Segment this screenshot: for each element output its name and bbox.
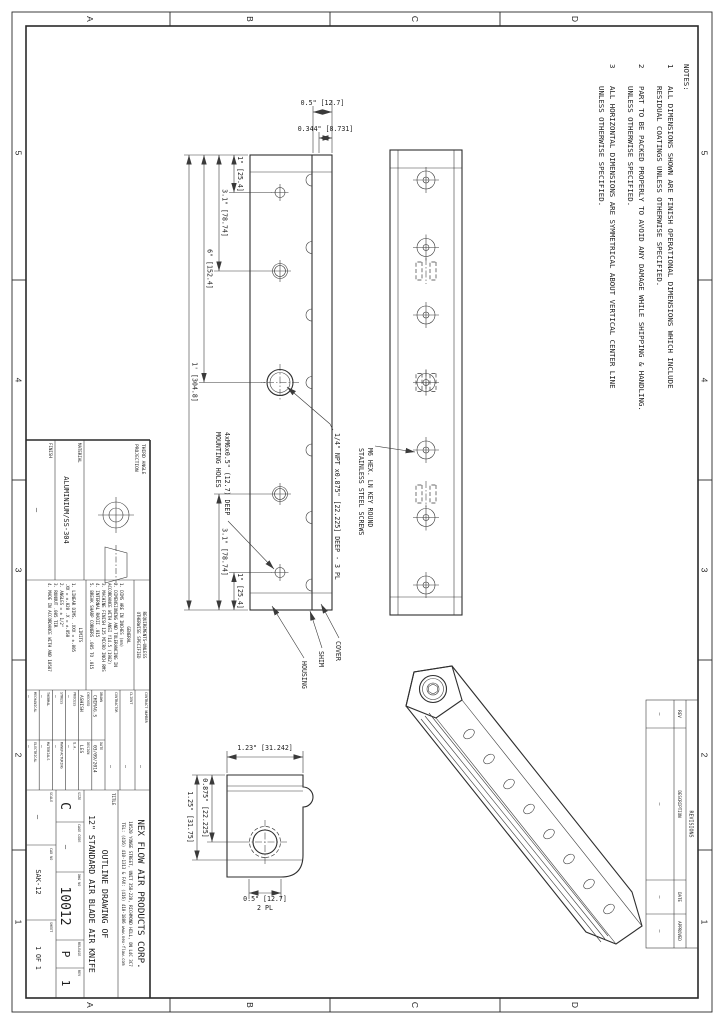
- end-view-dims: [186, 744, 303, 912]
- requirements-header2: OTHERWISE SPECIFIED: [136, 611, 141, 659]
- label-housing: HOUSING: [300, 661, 308, 689]
- rev-value: 1: [59, 979, 72, 987]
- m6-callout-line1: 4xM6x0.5" (12.7) DEEP: [223, 432, 231, 516]
- zone-col-label: 4: [13, 377, 24, 383]
- material-label: MATERIAL: [77, 443, 82, 463]
- checked-value: ASHISH: [78, 695, 84, 712]
- sheet-value: 1 OF 1: [34, 946, 42, 970]
- iso-end-port: [420, 676, 447, 703]
- rev-col-header: APPROVED: [677, 921, 682, 941]
- limits-item: .XX = ±.020 .X = ±.050: [65, 583, 70, 638]
- release-value: P: [59, 950, 72, 958]
- approvals-block: [26, 690, 148, 790]
- stress-label: STRESS: [59, 692, 64, 705]
- qa-label: Q.A.: [72, 742, 77, 751]
- limits-item: 4. MADE IN ACCORDANCE WITH AND 10587: [47, 583, 52, 672]
- zone-row-label: A: [85, 16, 95, 22]
- limits-label: LIMITS: [78, 627, 83, 643]
- finish-value: —: [33, 507, 41, 513]
- dim-0p5: 0.5" [12.7]: [300, 99, 345, 107]
- npt-callout: [287, 387, 341, 580]
- rev-col-header: DESCRIPTION: [677, 790, 682, 818]
- note-line: PART TO BE PACKED PROPERLY TO AVOID ANY DAMAGE WHILE SHIPPING & HANDLING.: [637, 86, 646, 411]
- date-label: DATE: [99, 742, 103, 751]
- npt-callout-text: 1/4" NPT x0.875" [22.225] DEEP - 3 PL: [333, 433, 341, 580]
- dim-overall-length: 1' [304.8]: [190, 362, 199, 402]
- title-block: [26, 440, 150, 998]
- rev-col-header: REV: [677, 710, 682, 718]
- manufacturing-value: —: [51, 745, 57, 748]
- general-label: GENERAL: [126, 626, 131, 644]
- size-value: C: [57, 802, 72, 810]
- zone-row-label: B: [245, 16, 255, 22]
- mechanical-label: MECHANICAL: [33, 692, 37, 713]
- zone-col-label: 2: [13, 752, 24, 758]
- company-address: 10520 YONGE STREET, UNIT 35B-220, RICHMOND HILL, ON L4C 3C7: [128, 821, 133, 967]
- cad-no-label: CAD NO: [49, 848, 53, 861]
- sheet-label: SHEET: [49, 922, 53, 933]
- qa-value: —: [65, 745, 70, 748]
- note-number: 3: [608, 64, 617, 69]
- company-name: NEX FLOW AIR PRODUCTS CORP.: [135, 819, 146, 969]
- dim-3p1-right: 3.1" [78.74]: [220, 528, 229, 576]
- zone-col-label: 5: [13, 150, 24, 156]
- note-line: UNLESS OTHERWISE SPECIFIED.: [626, 86, 635, 207]
- scale-value: —: [34, 814, 42, 820]
- mechanical-value: —: [25, 695, 31, 698]
- stress-value: —: [51, 695, 57, 698]
- materials-label: MATERIALS: [46, 742, 51, 761]
- plan-holes: [261, 184, 299, 581]
- zone-col-label: 2: [699, 752, 710, 758]
- contractor-label: CONTRACTOR: [114, 692, 118, 713]
- general-item: 2. DIMENSIONING AND TOLERANCING IN: [113, 583, 118, 667]
- dim-3p1-left: 3.1" [78.74]: [220, 189, 229, 237]
- projection-block: [33, 440, 146, 585]
- end-view: [186, 744, 313, 912]
- third-angle-label1: THIRD ANGLE: [140, 444, 145, 475]
- iso-face-holes: [462, 727, 616, 916]
- screw-callout: [357, 446, 415, 535]
- process-label: PROCESS: [72, 692, 77, 707]
- label-shim: SHIM: [317, 651, 325, 667]
- contract-value: —: [137, 765, 143, 769]
- dim-0p875: 0.875" [22.225]: [201, 778, 209, 838]
- iso-view: [406, 666, 642, 944]
- zone-row-label: A: [85, 1002, 95, 1008]
- center-npt-hole: [261, 364, 299, 401]
- rev-cell: —: [656, 929, 662, 933]
- dim-0p5-endview: 0.5" [12.7]: [243, 895, 287, 903]
- dim-1p25: 1.25" [31.75]: [186, 791, 194, 843]
- zone-col-label: 3: [13, 567, 24, 573]
- release-label: RELEASE: [77, 942, 81, 957]
- general-item: 3. MACHINE FINISH 125 MICRO INCH RMS: [101, 583, 106, 672]
- rev-col-header: DATE: [677, 892, 682, 902]
- rev-cell: —: [656, 895, 662, 899]
- zone-col-label: 1: [13, 919, 24, 925]
- third-angle-label2: PROJECTION: [133, 444, 138, 472]
- dwg-no-value: 10012: [57, 886, 72, 926]
- label-cover: COVER: [334, 641, 342, 661]
- note-number: 1: [666, 64, 675, 69]
- plan-dimensions: [184, 155, 272, 610]
- limits-item: 3. RUNOUT .005 TIR: [53, 583, 58, 628]
- plan-vertical-dims: [298, 99, 354, 153]
- general-item: ACCORDANCE WITH ANSI Y14.5 (1982): [107, 583, 112, 665]
- part-labels: [272, 604, 342, 689]
- revisions-table: [646, 700, 698, 948]
- zone-row-label: B: [245, 1002, 255, 1008]
- process-value: —: [65, 695, 70, 698]
- revisions-title: REVISIONS: [687, 810, 694, 838]
- zone-col-label: 4: [699, 377, 710, 383]
- zone-col-label: 5: [699, 150, 710, 156]
- drawing-title-line2: 12" STANDARD AIR BLADE AIR KNIFE: [87, 815, 97, 973]
- client-value: —: [122, 765, 128, 769]
- m6-callout-line2: MOUNTING HOLES: [214, 432, 222, 488]
- electrical-value: —: [25, 745, 31, 748]
- zone-row-label: D: [570, 15, 580, 23]
- front-view: [357, 150, 462, 615]
- note-number: 2: [637, 64, 646, 69]
- size-label: SIZE: [77, 792, 81, 801]
- notes-title: NOTES:: [682, 64, 691, 91]
- zone-row-label: D: [570, 1001, 580, 1009]
- general-item: 4. INTERNAL RADII .015: [95, 583, 100, 638]
- design-label: DESIGN: [85, 742, 90, 755]
- dim-1in-left: 1" [25.4]: [236, 156, 244, 192]
- rev-cell: —: [656, 802, 662, 806]
- scale-label: SCALE: [49, 792, 53, 803]
- requirements-header1: REQUIREMENTS—UNLESS: [142, 611, 147, 659]
- plan-view: [184, 99, 353, 689]
- rev-cell: —: [656, 712, 662, 716]
- end-view-port: [243, 820, 287, 864]
- screw-note-line1: M6 HEX. LN KEY ROUND: [366, 448, 374, 528]
- zone-col-label: 3: [699, 567, 710, 573]
- dim-1p23: 1.23" [31.242]: [237, 744, 293, 752]
- materials-value: —: [38, 745, 44, 748]
- zone-col-label: 1: [699, 919, 710, 925]
- client-label: CLIENT: [129, 692, 133, 705]
- electrical-label: ELECTRICAL: [33, 742, 37, 763]
- checked-label: CHECKED: [85, 692, 90, 707]
- zone-row-label: C: [410, 1001, 420, 1009]
- screw-note-line2: STAINLESS STEEL SCREWS: [357, 448, 365, 536]
- date-value: 03/09/2014: [91, 745, 97, 773]
- drawn-value: CHIRAG.S: [91, 695, 97, 718]
- general-item: 1. DIMS ARE IN INCHES (mm): [119, 583, 124, 648]
- manufacturing-label: MANUFACTURING: [59, 742, 64, 769]
- seam-screw-arcs: [306, 174, 312, 591]
- note-line: ALL HORIZONTAL DIMENSIONS ARE SYMMETRICAL ABOUT VERTICAL CENTER LINE: [608, 86, 617, 389]
- thermal-label: THERMAL: [46, 692, 51, 707]
- cad-no-value: SAK-12: [34, 869, 42, 895]
- dwg-no-label: DWG NO: [77, 874, 81, 887]
- zone-row-label: C: [410, 15, 420, 23]
- general-item: 5. BREAK SHARP CORNERS .005 TO .015: [89, 583, 94, 670]
- note-line: ALL DIMENSIONS SHOWN ARE FINISH OPERATIONAL DIMENSIONS WHICH INCLUDE: [666, 86, 675, 389]
- finish-label: FINISH: [48, 443, 53, 458]
- contractor-value: —: [107, 765, 113, 769]
- dim-6in: 6" [152.4]: [205, 249, 214, 289]
- cage-code-value: —: [62, 844, 70, 850]
- limits-item: 2. ANGLES = ± 1/2°: [59, 583, 64, 628]
- company-block: [26, 790, 146, 998]
- note-line: RESIDUAL COATINGS UNLESS OTHERWISE SPECIFIED.: [655, 86, 664, 287]
- dim-0p344: 0.344" [8.731]: [297, 125, 354, 133]
- thermal-value: —: [38, 695, 44, 698]
- third-angle-projection-icon: [98, 497, 134, 585]
- notes-block: [597, 64, 691, 411]
- contract-label: CONTRACT NUMBER: [144, 692, 148, 723]
- dim-0p5-places: 2 PL: [257, 904, 273, 912]
- drawing-title-line1: OUTLINE DRAWING OF: [100, 849, 110, 939]
- material-value: ALUMINIUM/SS-304: [62, 476, 70, 544]
- company-phone: TEL: (416) 410-1313 & FAX: (416) 410-1806 www.nex-flow.com: [121, 822, 126, 966]
- drawn-label: DRAWN: [99, 692, 103, 703]
- requirements-block: [47, 580, 147, 690]
- title-label: TITLE: [111, 793, 116, 806]
- limits-item: 1. LINEAR DIMS. .XXX = ±.005: [71, 583, 76, 653]
- dim-1in-right: 1" [25.4]: [236, 573, 244, 609]
- note-line: UNLESS OTHERWISE SPECIFIED.: [597, 86, 606, 207]
- design-value: LES: [78, 745, 84, 754]
- rev-label: REV: [77, 970, 81, 977]
- cage-code-label: CAGE CODE: [77, 824, 81, 843]
